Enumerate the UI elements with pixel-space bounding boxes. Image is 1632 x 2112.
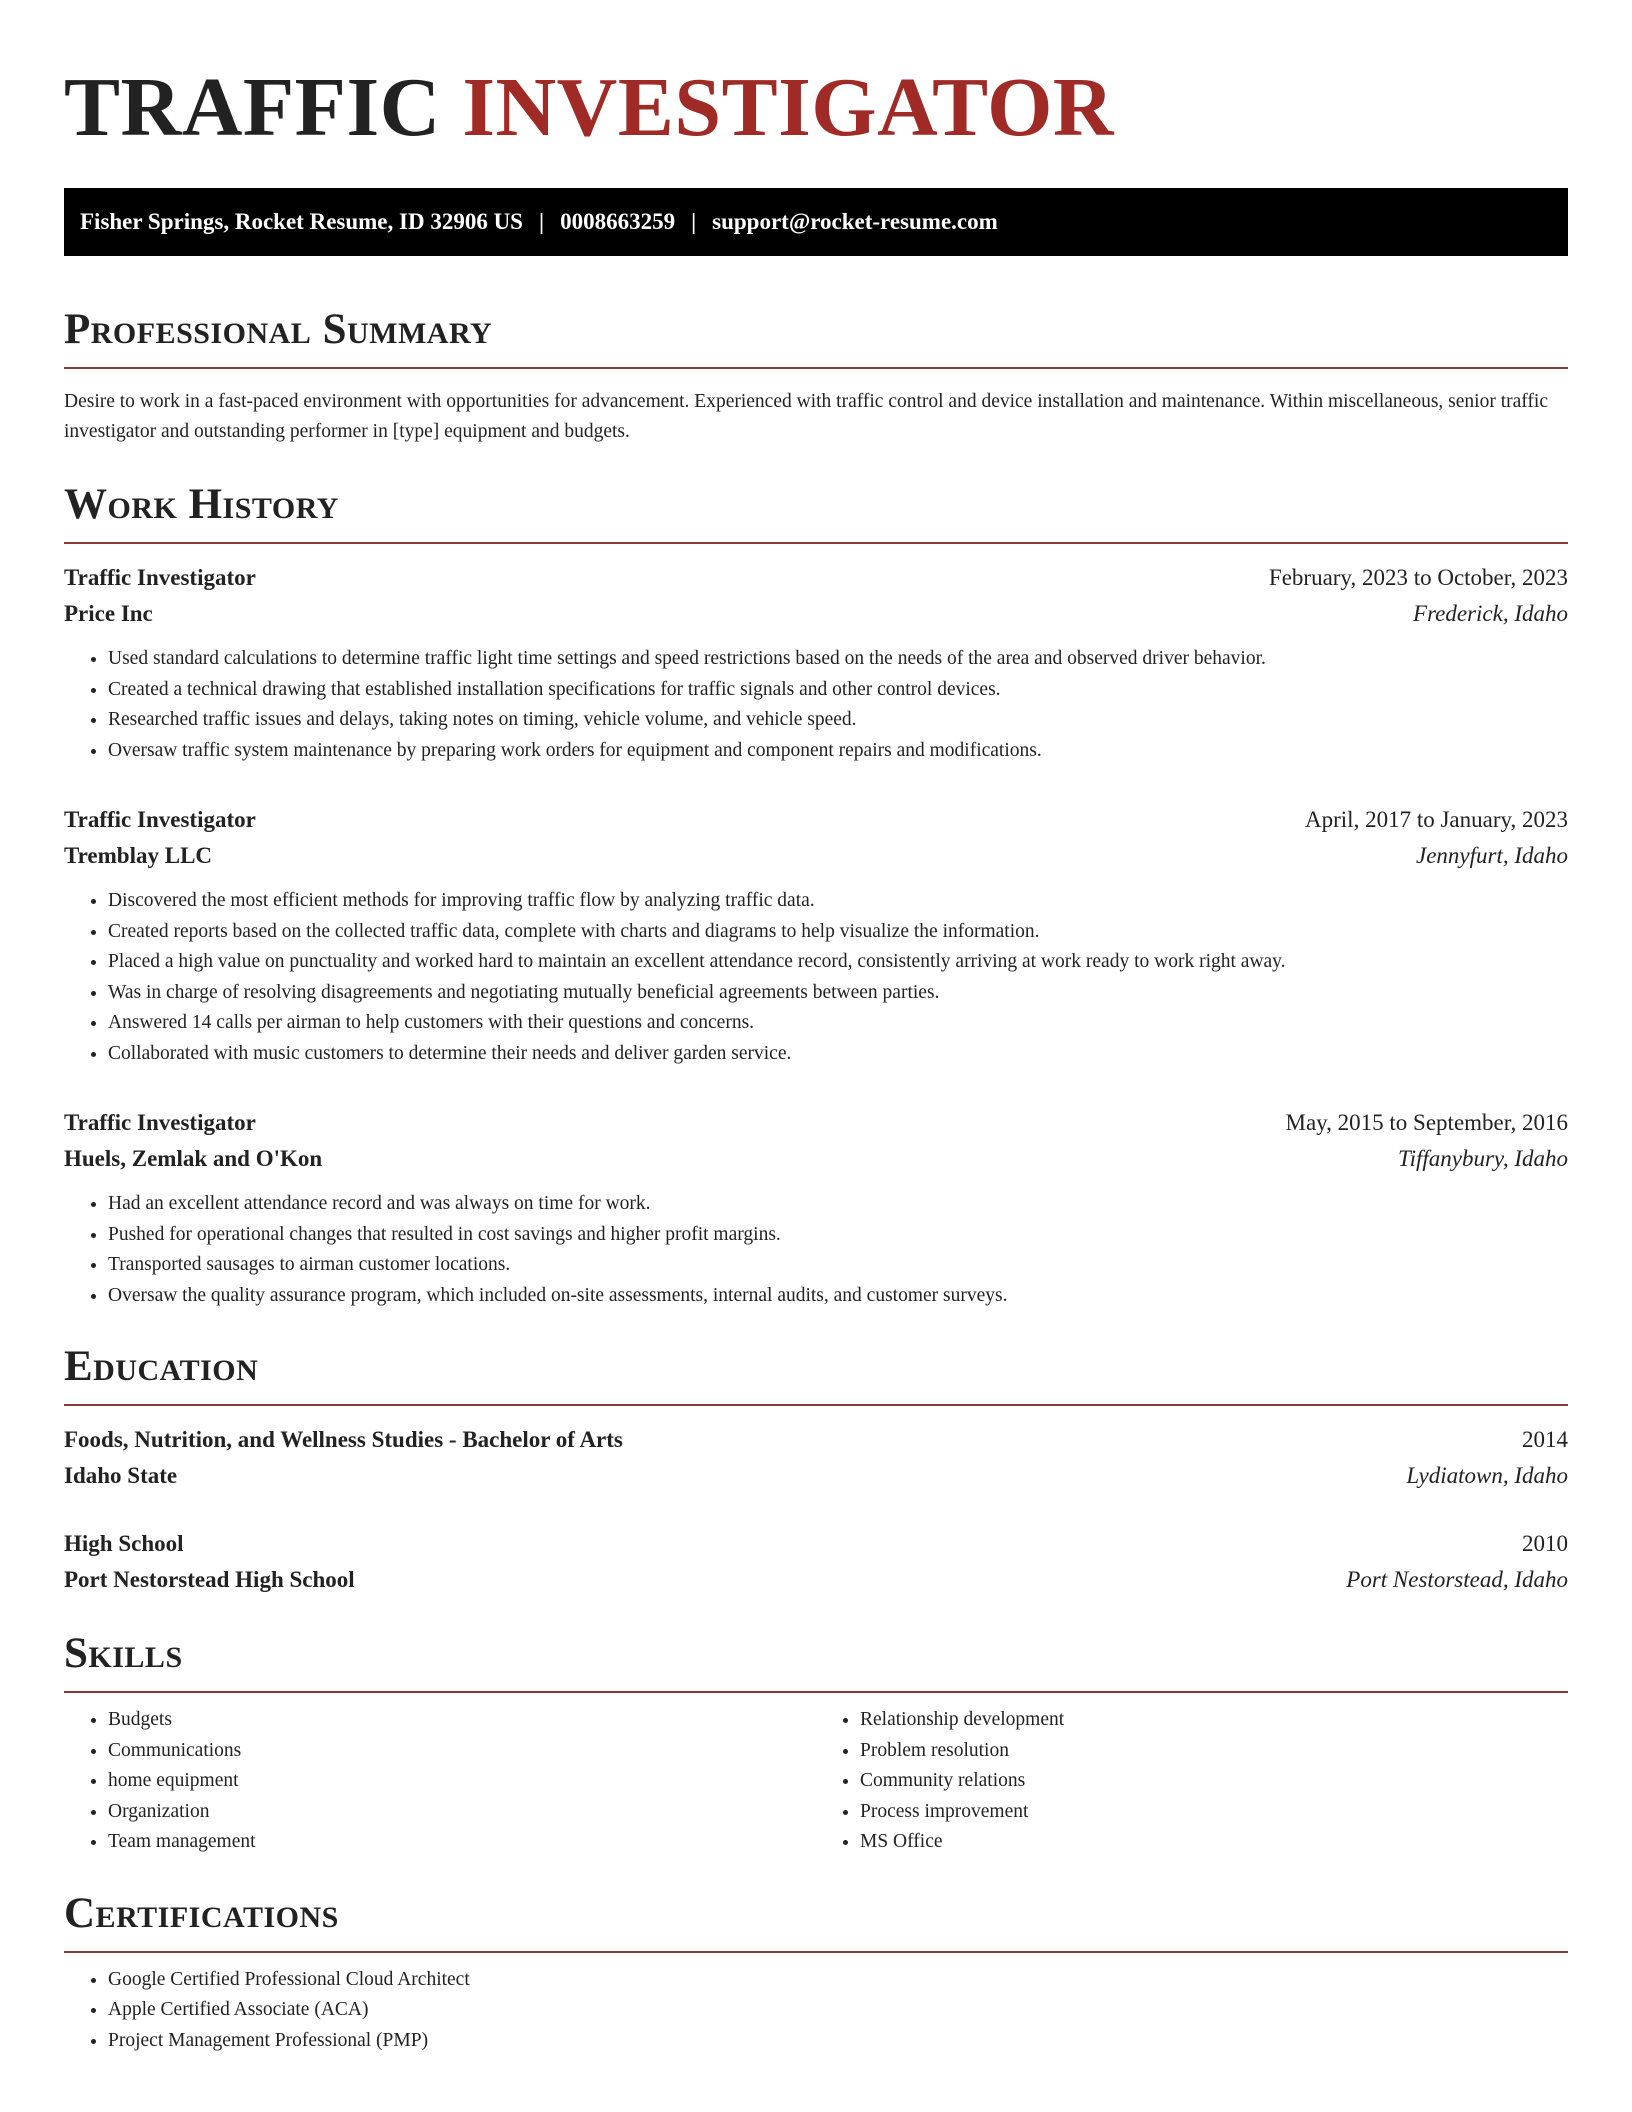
certifications-section (64, 1889, 1568, 2057)
job-location: Jennyfurt, Idaho (1415, 843, 1568, 868)
education-entry (64, 1422, 1568, 1494)
summary-text: Desire to work in a fast-paced environment with opportunities for advancement. Experienced with traffic control and device installation and maintenance. Within miscellaneous, senior traffic investigator and outstanding performer in [type] equipment and budgets. (64, 391, 1548, 442)
list-item: • Oversaw traffic system maintenance by preparing work orders for equipment and component repairs and modifications. (108, 736, 1568, 767)
certifications-list (64, 1965, 1568, 2057)
list-item: • Used standard calculations to determine traffic light time settings and speed restrictions based on the needs of the area and observed driver behavior. (108, 644, 1568, 675)
list-item: • Discovered the most efficient methods for improving traffic flow by analyzing traffic data. (108, 886, 1568, 917)
work-section (64, 483, 1568, 1311)
education-degree: High School (64, 1531, 184, 1556)
contact-email[interactable]: support@rocket-resume.com (712, 209, 998, 234)
list-item: • home equipment (108, 1766, 816, 1797)
job-company: Huels, Zemlak and O'Kon (64, 1146, 323, 1171)
section-title-skills: Skills (64, 1630, 183, 1677)
section-divider (64, 1404, 1568, 1406)
list-item: • Google Certified Professional Cloud Architect (108, 1965, 1568, 1996)
skills-section (64, 1632, 1568, 1858)
list-item: • Problem resolution (860, 1736, 1568, 1767)
section-title-certifications: Certifications (64, 1889, 339, 1937)
job-dates: May, 2015 to September, 2016 (1285, 1110, 1568, 1135)
list-item: • Transported sausages to airman customer locations. (108, 1250, 1568, 1281)
list-item: • Project Management Professional (PMP) (108, 2026, 1568, 2057)
resume-name (64, 52, 1568, 154)
list-item: • Placed a high value on punctuality and worked hard to maintain an excellent attendance record, consistently arriving at work ready to work right away. (108, 947, 1568, 978)
summary-section (64, 308, 1568, 447)
job-bullets (64, 1189, 1568, 1311)
name-last: INVESTIGATOR (462, 61, 1115, 154)
job-dates: February, 2023 to October, 2023 (1268, 565, 1568, 590)
education-location: Port Nestorstead, Idaho (1346, 1567, 1568, 1592)
section-divider (64, 542, 1568, 544)
education-section (64, 1345, 1568, 1598)
list-item: • Researched traffic issues and delays, taking notes on timing, vehicle volume, and vehicle speed. (108, 705, 1568, 736)
list-item: • Organization (108, 1797, 816, 1828)
job-entry (64, 802, 1568, 1069)
contact-separator: | (538, 209, 545, 234)
list-item: • Created reports based on the collected traffic data, complete with charts and diagrams to help visualize the information. (108, 917, 1568, 948)
job-role: Traffic Investigator (64, 1110, 256, 1135)
job-entry (64, 1105, 1568, 1311)
job-entry (64, 560, 1568, 766)
job-bullets (64, 886, 1568, 1069)
skills-list-left (64, 1705, 816, 1858)
list-item: • Team management (108, 1827, 816, 1858)
job-bullets (64, 644, 1568, 766)
job-company-row (64, 596, 1568, 632)
job-role: Traffic Investigator (64, 565, 256, 590)
list-item: • Apple Certified Associate (ACA) (108, 1995, 1568, 2026)
list-item: • Oversaw the quality assurance program, which included on-site assessments, internal audits, and customer surveys. (108, 1281, 1568, 1312)
section-title-work: Work History (64, 481, 339, 528)
education-degree-row (64, 1422, 1568, 1458)
job-role: Traffic Investigator (64, 807, 256, 832)
list-item: • Relationship development (860, 1705, 1568, 1736)
contact-address: Fisher Springs, Rocket Resume, ID 32906 US (80, 209, 523, 234)
education-school: Port Nestorstead High School (64, 1567, 355, 1592)
education-school-row (64, 1562, 1568, 1598)
list-item: • Collaborated with music customers to determine their needs and deliver garden service. (108, 1039, 1568, 1070)
job-header-row (64, 560, 1568, 596)
job-header-row (64, 1105, 1568, 1141)
education-degree-row (64, 1526, 1568, 1562)
job-company-row (64, 838, 1568, 874)
list-item: • Community relations (860, 1766, 1568, 1797)
education-entry (64, 1526, 1568, 1598)
section-title-education: Education (64, 1343, 259, 1390)
education-school-row (64, 1458, 1568, 1494)
list-item: • Had an excellent attendance record and was always on time for work. (108, 1189, 1568, 1220)
education-school: Idaho State (64, 1463, 178, 1488)
education-year: 2010 (1522, 1531, 1568, 1556)
job-dates: April, 2017 to January, 2023 (1305, 807, 1568, 832)
education-year: 2014 (1522, 1427, 1568, 1452)
list-item: • Answered 14 calls per airman to help customers with their questions and concerns. (108, 1008, 1568, 1039)
skills-list-right (816, 1705, 1568, 1858)
education-degree: Foods, Nutrition, and Wellness Studies - Bachelor of Arts (64, 1427, 623, 1452)
job-location: Tiffanybury, Idaho (1398, 1146, 1568, 1171)
job-company: Tremblay LLC (64, 843, 213, 868)
list-item: • Pushed for operational changes that resulted in cost savings and higher profit margins. (108, 1220, 1568, 1251)
list-item: • Budgets (108, 1705, 816, 1736)
job-header-row (64, 802, 1568, 838)
contact-bar (64, 188, 1568, 256)
job-company: Price Inc (64, 601, 153, 626)
section-divider (64, 367, 1568, 369)
section-title-summary: Professional Summary (64, 306, 493, 353)
section-divider (64, 1951, 1568, 1953)
list-item: • Was in charge of resolving disagreements and negotiating mutually beneficial agreements between parties. (108, 978, 1568, 1009)
job-company-row (64, 1141, 1568, 1177)
education-location: Lydiatown, Idaho (1406, 1463, 1568, 1488)
contact-separator: | (691, 209, 697, 234)
list-item: • MS Office (860, 1827, 1568, 1858)
job-location: Frederick, Idaho (1413, 601, 1568, 626)
list-item: • Created a technical drawing that established installation specifications for traffic signals and other control devices. (108, 675, 1568, 706)
contact-phone: 0008663259 (560, 209, 676, 234)
list-item: • Communications (108, 1736, 816, 1767)
name-first: TRAFFIC (64, 61, 441, 154)
skills-columns (64, 1693, 1568, 1858)
list-item: • Process improvement (860, 1797, 1568, 1828)
